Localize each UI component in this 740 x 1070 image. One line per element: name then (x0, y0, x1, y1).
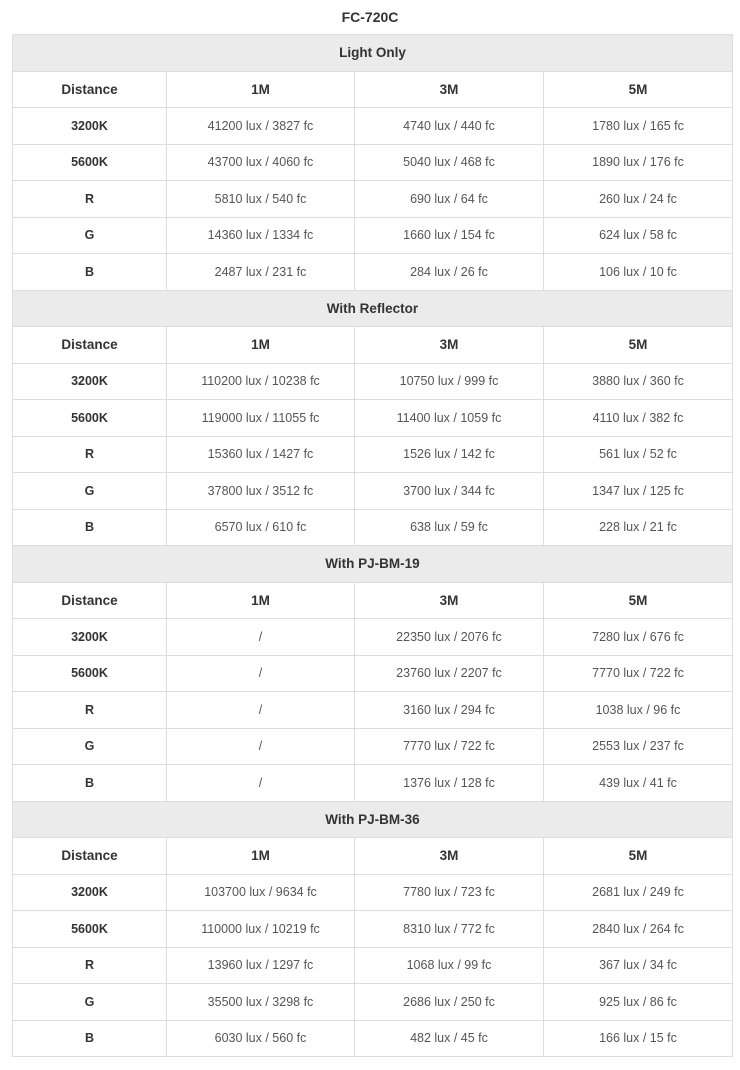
table-row (13, 692, 733, 729)
table-cell: 2840 lux / 264 fc (544, 911, 733, 948)
table-cell: 2487 lux / 231 fc (167, 254, 355, 291)
table-cell: 367 lux / 34 fc (544, 947, 733, 984)
column-header-row (13, 582, 733, 619)
table-cell: 1068 lux / 99 fc (355, 947, 544, 984)
table-cell: 11400 lux / 1059 fc (355, 400, 544, 437)
table-cell: 6030 lux / 560 fc (167, 1020, 355, 1057)
table-cell: 41200 lux / 3827 fc (167, 108, 355, 145)
table-row (13, 436, 733, 473)
row-label: 5600K (13, 144, 167, 181)
section-header-with-pj-bm-36 (13, 801, 733, 838)
row-label: 5600K (13, 400, 167, 437)
table-cell: 561 lux / 52 fc (544, 436, 733, 473)
column-header-1m: 1M (167, 838, 355, 875)
table-cell: 1038 lux / 96 fc (544, 692, 733, 729)
section-title: With PJ-BM-19 (13, 546, 733, 583)
row-label: B (13, 509, 167, 546)
table-row (13, 108, 733, 145)
section-header-light-only (13, 35, 733, 72)
table-cell: 7280 lux / 676 fc (544, 619, 733, 656)
column-header-row (13, 327, 733, 364)
table-cell: 1660 lux / 154 fc (355, 217, 544, 254)
table-cell: 8310 lux / 772 fc (355, 911, 544, 948)
column-header-3m: 3M (355, 582, 544, 619)
column-header-distance: Distance (13, 327, 167, 364)
column-header-5m: 5M (544, 71, 733, 108)
table-row (13, 473, 733, 510)
section-title: Light Only (13, 35, 733, 72)
column-header-distance: Distance (13, 71, 167, 108)
table-cell: 925 lux / 86 fc (544, 984, 733, 1021)
table-row (13, 217, 733, 254)
illuminance-table (12, 34, 733, 1057)
table-row (13, 728, 733, 765)
column-header-distance: Distance (13, 582, 167, 619)
table-cell: / (167, 619, 355, 656)
section-title: With PJ-BM-36 (13, 801, 733, 838)
row-label: 5600K (13, 655, 167, 692)
table-cell: 6570 lux / 610 fc (167, 509, 355, 546)
column-header-1m: 1M (167, 71, 355, 108)
row-label: G (13, 217, 167, 254)
table-cell: 43700 lux / 4060 fc (167, 144, 355, 181)
table-cell: 4740 lux / 440 fc (355, 108, 544, 145)
table-cell: 5040 lux / 468 fc (355, 144, 544, 181)
table-cell: 37800 lux / 3512 fc (167, 473, 355, 510)
section-header-with-pj-bm-19 (13, 546, 733, 583)
table-cell: 439 lux / 41 fc (544, 765, 733, 802)
column-header-1m: 1M (167, 582, 355, 619)
row-label: R (13, 947, 167, 984)
row-label: 3200K (13, 619, 167, 656)
column-header-row (13, 71, 733, 108)
table-cell: 482 lux / 45 fc (355, 1020, 544, 1057)
table-cell: 10750 lux / 999 fc (355, 363, 544, 400)
table-cell: 5810 lux / 540 fc (167, 181, 355, 218)
table-cell: 119000 lux / 11055 fc (167, 400, 355, 437)
table-row (13, 655, 733, 692)
table-cell: 3880 lux / 360 fc (544, 363, 733, 400)
table-cell: / (167, 692, 355, 729)
table-cell: 7770 lux / 722 fc (544, 655, 733, 692)
table-cell: 2681 lux / 249 fc (544, 874, 733, 911)
column-header-distance: Distance (13, 838, 167, 875)
table-cell: 1526 lux / 142 fc (355, 436, 544, 473)
table-cell: 35500 lux / 3298 fc (167, 984, 355, 1021)
table-cell: 228 lux / 21 fc (544, 509, 733, 546)
table-cell: 3160 lux / 294 fc (355, 692, 544, 729)
column-header-3m: 3M (355, 327, 544, 364)
table-cell: 1347 lux / 125 fc (544, 473, 733, 510)
table-cell: 15360 lux / 1427 fc (167, 436, 355, 473)
row-label: 3200K (13, 874, 167, 911)
section-header-with-reflector (13, 290, 733, 327)
table-cell: 3700 lux / 344 fc (355, 473, 544, 510)
row-label: B (13, 254, 167, 291)
table-row (13, 254, 733, 291)
row-label: 5600K (13, 911, 167, 948)
row-label: G (13, 728, 167, 765)
section-title: With Reflector (13, 290, 733, 327)
table-cell: / (167, 728, 355, 765)
table-row (13, 1020, 733, 1057)
table-row (13, 765, 733, 802)
table-row (13, 874, 733, 911)
table-cell: 166 lux / 15 fc (544, 1020, 733, 1057)
table-cell: 7770 lux / 722 fc (355, 728, 544, 765)
table-cell: 103700 lux / 9634 fc (167, 874, 355, 911)
table-cell: 1376 lux / 128 fc (355, 765, 544, 802)
table-row (13, 144, 733, 181)
table-cell: / (167, 765, 355, 802)
column-header-3m: 3M (355, 838, 544, 875)
row-label: G (13, 473, 167, 510)
table-cell: 260 lux / 24 fc (544, 181, 733, 218)
table-cell: 624 lux / 58 fc (544, 217, 733, 254)
table-row (13, 947, 733, 984)
column-header-5m: 5M (544, 327, 733, 364)
table-cell: 638 lux / 59 fc (355, 509, 544, 546)
row-label: B (13, 1020, 167, 1057)
row-label: B (13, 765, 167, 802)
table-row (13, 181, 733, 218)
table-cell: 13960 lux / 1297 fc (167, 947, 355, 984)
table-cell: 22350 lux / 2076 fc (355, 619, 544, 656)
column-header-5m: 5M (544, 838, 733, 875)
table-title: FC-720C (341, 9, 399, 25)
table-cell: / (167, 655, 355, 692)
table-cell: 2686 lux / 250 fc (355, 984, 544, 1021)
column-header-3m: 3M (355, 71, 544, 108)
table-cell: 2553 lux / 237 fc (544, 728, 733, 765)
table-cell: 1890 lux / 176 fc (544, 144, 733, 181)
row-label: R (13, 436, 167, 473)
row-label: 3200K (13, 108, 167, 145)
row-label: R (13, 181, 167, 218)
table-cell: 1780 lux / 165 fc (544, 108, 733, 145)
table-cell: 690 lux / 64 fc (355, 181, 544, 218)
table-cell: 106 lux / 10 fc (544, 254, 733, 291)
table-cell: 23760 lux / 2207 fc (355, 655, 544, 692)
table-cell: 4110 lux / 382 fc (544, 400, 733, 437)
table-cell: 7780 lux / 723 fc (355, 874, 544, 911)
table-row (13, 509, 733, 546)
row-label: G (13, 984, 167, 1021)
column-header-row (13, 838, 733, 875)
table-cell: 284 lux / 26 fc (355, 254, 544, 291)
table-row (13, 984, 733, 1021)
column-header-5m: 5M (544, 582, 733, 619)
column-header-1m: 1M (167, 327, 355, 364)
table-row (13, 363, 733, 400)
table-row (13, 911, 733, 948)
row-label: R (13, 692, 167, 729)
table-cell: 14360 lux / 1334 fc (167, 217, 355, 254)
table-cell: 110000 lux / 10219 fc (167, 911, 355, 948)
table-row (13, 619, 733, 656)
table-cell: 110200 lux / 10238 fc (167, 363, 355, 400)
row-label: 3200K (13, 363, 167, 400)
table-row (13, 400, 733, 437)
